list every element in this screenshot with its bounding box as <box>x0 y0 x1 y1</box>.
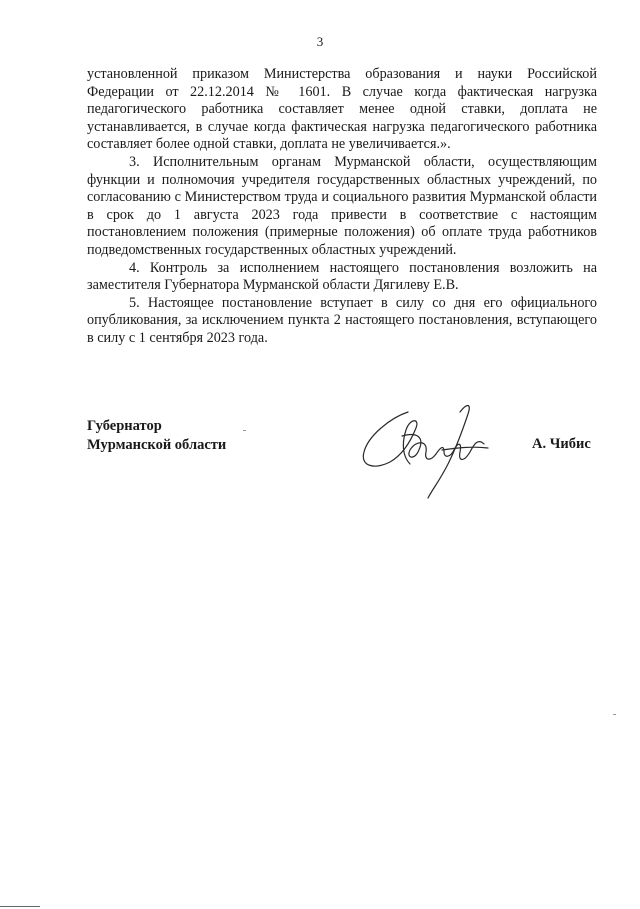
page-number: 3 <box>316 34 324 49</box>
handwritten-signature <box>360 392 500 502</box>
document-body <box>87 66 597 348</box>
scan-mark <box>243 430 246 431</box>
signatory-title-line1: Губернатор <box>87 418 162 434</box>
paragraph-item-5: 5. Настоящее постановление вступает в силу со дня его официального опубликования, за исключением пункта 2 настоящего постановления, вступающего в силу с 1 сентября 2023 года. <box>87 294 597 346</box>
paragraph-item-3: 3. Исполнительным органам Мурманской области, осуществляющим функции и полномочия учредителя государственных областных учреждений, по согласованию с Министерством труда и социального развития Мурманской области в срок до 1 августа 2023 года привести в соответствие с настоящим постановлением положения (примерные положения) об оплате труда работников подведомственных государственных областных учреждений. <box>87 153 597 258</box>
scan-mark-edge <box>613 714 616 715</box>
scan-edge-line <box>0 906 40 907</box>
signatory-name: А. Чибис <box>532 436 591 452</box>
signatory-title <box>87 417 226 455</box>
paragraph-item-4: 4. Контроль за исполнением настоящего постановления возложить на заместителя Губернатора Мурманской области Дягилеву Е.В. <box>87 259 597 294</box>
paragraph-continuation: установленной приказом Министерства образования и науки Российской Федерации от 22.12.2014 № 1601. В случае когда фактическая нагрузка педагогического работника составляет менее одной ставки, доплата не устанавливается, в случае когда фактическая нагрузка педагогического работника составляет более одной ставки, доплата не увеличивается.». <box>87 66 597 153</box>
signatory-title-line2: Мурманской области <box>87 437 227 453</box>
